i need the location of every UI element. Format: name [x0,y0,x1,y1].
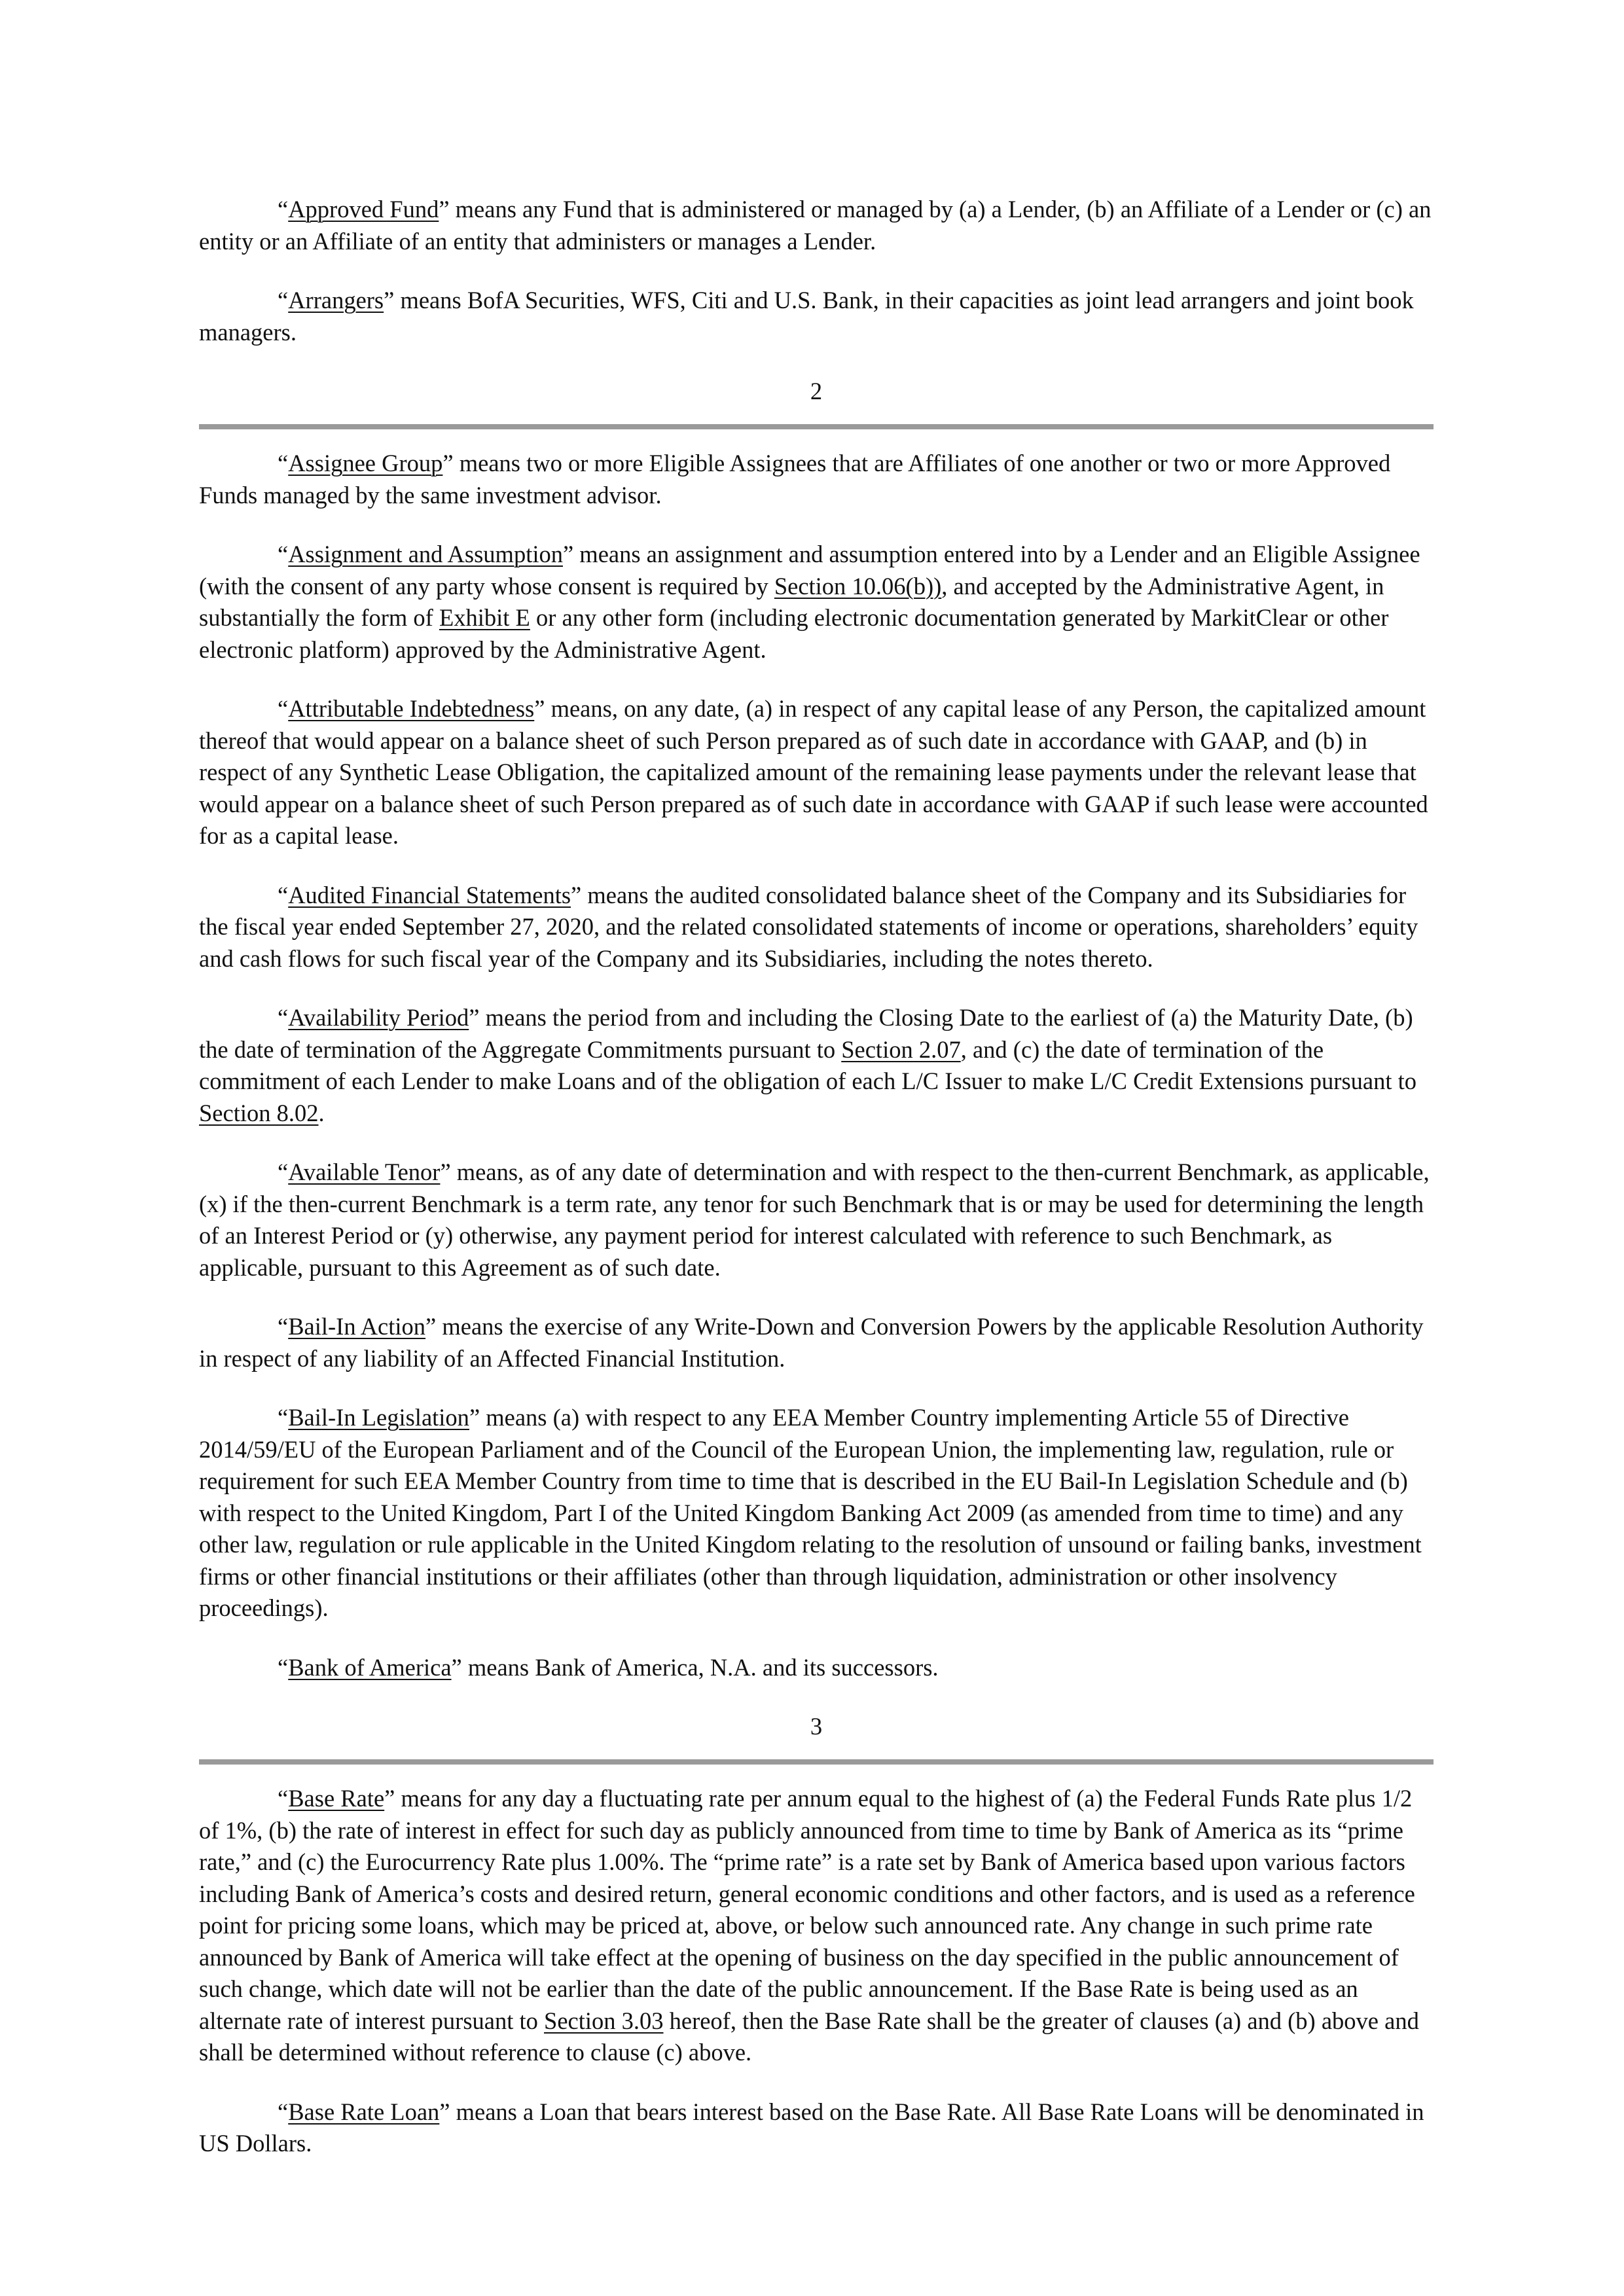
page-section-3 [199,448,1434,1742]
definition-attributable-indebtedness: “Attributable Indebtedness” means, on any date, (a) in respect of any capital lease of any Person, the capitalized amount thereof that would appear on a balance sheet of such Person prepared as of such date in accordance with GAAP, and (b) in respect of any Synthetic Lease Obligation, the capitalized amount of the remaining lease payments under the relevant lease that would appear on a balance sheet of such Person prepared as of such date in accordance with GAAP if such lease were accounted for as a capital lease. [199,695,1428,849]
defined-term: Base Rate Loan [288,2098,440,2125]
definition-bail-in-action: “Bail-In Action” means the exercise of any Write-Down and Conversion Powers by the applicable Resolution Authority in respect of any liability of an Affected Financial Institution. [199,1313,1424,1372]
definition-bank-of-america: “Bank of America” means Bank of America, N.A. and its successors. [278,1653,939,1681]
page-section-2 [199,194,1434,407]
definition-assignee-group: “Assignee Group” means two or more Eligible Assignees that are Affiliates of one another or two or more Approved Funds managed by the same investment advisor. [199,450,1391,509]
cross-reference-link: Exhibit E [439,604,530,631]
defined-term: Bank of America [288,1653,452,1681]
page-number: 3 [810,1713,823,1740]
definition-arrangers: “Arrangers” means BofA Securities, WFS, Citi and U.S. Bank, in their capacities as joint lead arrangers and joint book managers. [199,287,1414,346]
cross-reference-link: Section 8.02 [199,1099,319,1126]
defined-term: Arrangers [288,287,384,314]
page-divider [199,424,1434,429]
defined-term: Availability Period [288,1004,469,1031]
defined-term: Audited Financial Statements [288,881,571,908]
defined-term: Available Tenor [288,1158,441,1185]
page-divider [199,1759,1434,1765]
definition-approved-fund: “Approved Fund” means any Fund that is administered or managed by (a) a Lender, (b) an Affiliate of a Lender or (c) an entity or an Affiliate of an entity that administers or manages a Lender. [199,196,1432,255]
defined-term: Bail-In Legislation [288,1404,469,1431]
definition-availability-period: “Availability Period” means the period from and including the Closing Date to the earliest of (a) the Maturity Date, (b) the date of termination of the Aggregate Commitments pursuant to Section 2.07, and (c) the date of termination of the commitment of each Lender to make Loans and of the obligation of each L/C Issuer to make L/C Credit Extensions pursuant to Section 8.02. [199,1004,1417,1126]
page-section-4 [199,1783,1434,2160]
definition-base-rate: “Base Rate” means for any day a fluctuating rate per annum equal to the highest of (a) the Federal Funds Rate plus 1/2 of 1%, (b) the rate of interest in effect for such day as publicly announced from time to time by Bank of America as its “prime rate,” and (c) the Eurocurrency Rate plus 1.00%. The “prime rate” is a rate set by Bank of America based upon various factors including Bank of America’s costs and desired return, general economic conditions and other factors, and is used as a reference point for pricing some loans, which may be priced at, above, or below such announced rate. Any change in such prime rate announced by Bank of America will take effect at the opening of business on the day specified in the public announcement of such change, which date will not be earlier than the date of the public announcement. If the Base Rate is being used as an alternate rate of interest pursuant to Section 3.03 hereof, then the Base Rate shall be the greater of clauses (a) and (b) above and shall be determined without reference to clause (c) above. [199,1785,1419,2066]
cross-reference-link: Section 10.06(b)) [774,572,942,600]
defined-term: Bail-In Action [288,1313,426,1340]
defined-term: Assignment and Assumption [288,541,563,567]
defined-term: Base Rate [288,1785,385,1812]
definition-audited-financial-statements: “Audited Financial Statements” means the audited consolidated balance sheet of the Company and its Subsidiaries for the fiscal year ended September 27, 2020, and the related consolidated statements of income or operations, shareholders’ equity and cash flows for such fiscal year of the Company and its Subsidiaries, including the notes thereto. [199,881,1418,972]
definition-assignment-and-assumption: “Assignment and Assumption” means an assignment and assumption entered into by a Lender and an Eligible Assignee (with the consent of any party whose consent is required by Section 10.06(b)), and accepted by the Administrative Agent, in substantially the form of Exhibit E or any other form (including electronic documentation generated by MarkitClear or other electronic platform) approved by the Administrative Agent. [199,541,1420,663]
defined-term: Approved Fund [288,196,439,223]
defined-term: Assignee Group [288,450,443,476]
defined-term: Attributable Indebtedness [288,695,535,722]
cross-reference-link: Section 2.07 [841,1035,961,1063]
definition-base-rate-loan: “Base Rate Loan” means a Loan that bears interest based on the Base Rate. All Base Rate Loans will be denominated in US Dollars. [199,2098,1424,2157]
definition-bail-in-legislation: “Bail-In Legislation” means (a) with respect to any EEA Member Country implementing Article 55 of Directive 2014/59/EU of the European Parliament and of the Council of the European Union, the implementing law, regulation, rule or requirement for such EEA Member Country from time to time that is described in the EU Bail-In Legislation Schedule and (b) with respect to the United Kingdom, Part I of the United Kingdom Banking Act 2009 (as amended from time to time) and any other law, regulation or rule applicable in the United Kingdom relating to the resolution of unsound or failing banks, investment firms or other financial institutions or their affiliates (other than through liquidation, administration or other insolvency proceedings). [199,1404,1422,1621]
cross-reference-link: Section 3.03 [544,2007,664,2034]
page-number: 2 [810,378,823,404]
definition-available-tenor: “Available Tenor” means, as of any date of determination and with respect to the then-current Benchmark, as applicable, (x) if the then-current Benchmark is a term rate, any tenor for such Benchmark that is or may be used for determining the length of an Interest Period or (y) otherwise, any payment period for interest calculated with reference to such Benchmark, as applicable, pursuant to this Agreement as of such date. [199,1158,1430,1281]
document-page [199,194,1434,2187]
